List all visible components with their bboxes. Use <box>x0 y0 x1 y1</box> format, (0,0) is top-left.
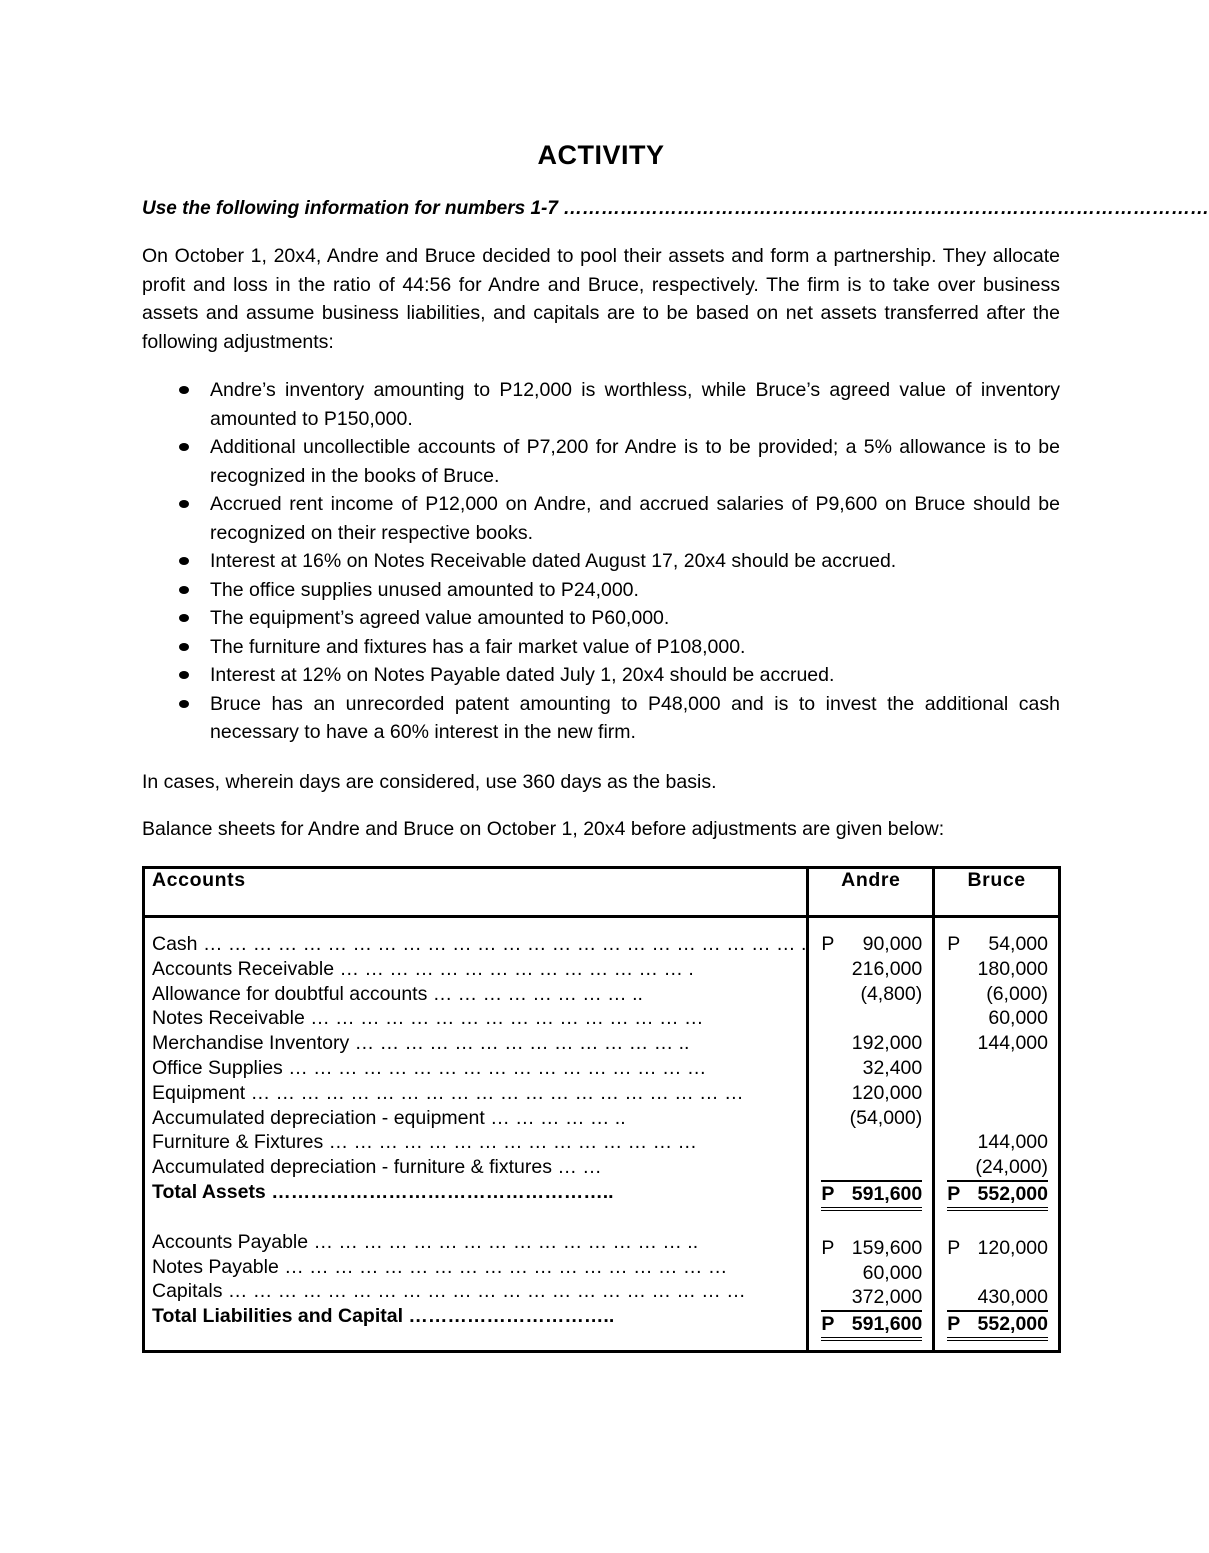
bullet-icon <box>179 557 189 565</box>
header-accounts: Accounts <box>144 868 808 917</box>
bullet-icon <box>179 443 189 451</box>
list-item: Interest at 12% on Notes Payable dated July 1, 20x4 should be accrued. <box>210 661 1060 690</box>
peso-sign: P <box>821 1313 835 1336</box>
amount: 430,000 <box>977 1286 1048 1309</box>
list-item: Accrued rent income of P12,000 on Andre, and accrued salaries of P9,600 on Bruce should be recognized on their respective books. <box>210 490 1060 547</box>
total-assets-bruce: 552,000 <box>977 1182 1048 1205</box>
account-label: Notes Payable … … … … … … … … … … … … … … … … … … <box>152 1255 728 1278</box>
list-item: Bruce has an unrecorded patent amounting to P48,000 and is to invest the additional cash necessary to have a 60% interest in the new firm. <box>210 690 1060 747</box>
amount: 120,000 <box>851 1081 923 1104</box>
total-liabilities-label: Total Liabilities and Capital ………………………….. <box>152 1305 615 1328</box>
header-andre: Andre <box>808 868 934 917</box>
intro-heading: Use the following information for numbers 1-7 ………………………………………………………………………………………… <box>142 198 1209 219</box>
account-label: Accumulated depreciation - equipment … … … … … .. <box>152 1106 626 1129</box>
bullet-icon <box>179 614 189 622</box>
page-title: ACTIVITY <box>537 140 665 170</box>
bullet-icon <box>179 386 189 394</box>
account-label: Accounts Payable … … … … … … … … … … … … … … … .. <box>152 1230 699 1253</box>
table-body-row <box>144 917 1060 1352</box>
amount: 372,000 <box>851 1286 923 1309</box>
amount: 144,000 <box>977 1131 1048 1154</box>
account-label: Merchandise Inventory … … … … … … … … … … … … … .. <box>152 1032 690 1055</box>
peso-sign: P <box>821 933 835 955</box>
amount: 192,000 <box>851 1032 923 1055</box>
peso-sign: P <box>947 1182 961 1205</box>
header-bruce: Bruce <box>934 868 1060 917</box>
amount: 60,000 <box>988 1007 1048 1030</box>
bruce-column <box>934 917 1060 1352</box>
peso-sign: P <box>821 1182 835 1205</box>
balance-sheet-table <box>142 866 1061 1353</box>
account-label: Equipment … … … … … … … … … … … … … … … … … … … … <box>152 1081 744 1104</box>
account-label: Office Supplies … … … … … … … … … … … … … … … … … <box>152 1056 707 1079</box>
amount: 216,000 <box>851 957 923 980</box>
amount: (54,000) <box>849 1106 923 1129</box>
list-item: Interest at 16% on Notes Receivable dated August 17, 20x4 should be accrued. <box>210 547 1060 576</box>
account-label: Furniture & Fixtures … … … … … … … … … … … … … … … <box>152 1131 697 1154</box>
document-page <box>142 140 1209 862</box>
peso-sign: P <box>947 933 961 955</box>
bullet-icon <box>179 500 189 508</box>
list-item: The equipment’s agreed value amounted to P60,000. <box>210 604 1060 633</box>
amount: 120,000 <box>977 1236 1048 1259</box>
account-label: Notes Receivable … … … … … … … … … … … … … … … … <box>152 1007 704 1030</box>
accounts-column <box>144 917 808 1352</box>
amount: 32,400 <box>862 1056 923 1079</box>
bullet-icon <box>179 586 189 594</box>
account-label: Accumulated depreciation - furniture & fixtures … … <box>152 1156 602 1179</box>
table-header-row <box>144 868 1060 917</box>
bullet-icon <box>179 643 189 651</box>
amount: 159,600 <box>851 1236 923 1259</box>
adjustments-list <box>142 376 1060 747</box>
list-item: Additional uncollectible accounts of P7,200 for Andre is to be provided; a 5% allowance is to be recognized in the books of Bruce. <box>210 433 1060 490</box>
bullet-icon <box>179 671 189 679</box>
amount: 180,000 <box>977 957 1048 980</box>
problem-paragraph: On October 1, 20x4, Andre and Bruce decided to pool their assets and form a partnership. They allocate profit and loss in the ratio of 44:56 for Andre and Bruce, respectively. The firm is to take over business assets and assume business liabilities, and capitals are to be based on net assets transferred after the following adjustments: <box>142 245 1060 353</box>
account-label: Allowance for doubtful accounts … … … … … … … … .. <box>152 982 643 1005</box>
balance-note: Balance sheets for Andre and Bruce on October 1, 20x4 before adjustments are given below: <box>142 817 945 840</box>
amount: 54,000 <box>988 933 1048 955</box>
account-label: Accounts Receivable … … … … … … … … … … … … … … . <box>152 957 694 980</box>
amount: (4,800) <box>860 982 923 1005</box>
amount: 60,000 <box>862 1261 923 1284</box>
amount: (24,000) <box>975 1156 1048 1179</box>
total-liabilities-andre: 591,600 <box>851 1313 923 1336</box>
total-assets-andre: 591,600 <box>851 1182 923 1205</box>
andre-column <box>808 917 934 1352</box>
peso-sign: P <box>947 1236 961 1259</box>
list-item: Andre’s inventory amounting to P12,000 is worthless, while Bruce’s agreed value of inventory amounted to P150,000. <box>210 376 1060 433</box>
total-liabilities-bruce: 552,000 <box>977 1313 1048 1336</box>
account-label: Cash … … … … … … … … … … … … … … … … … … … … … … … … . <box>152 933 807 955</box>
total-assets-label: Total Assets …………………………………………….. <box>152 1180 614 1203</box>
amount: 90,000 <box>862 933 923 955</box>
peso-sign: P <box>821 1236 835 1259</box>
amount: 144,000 <box>977 1032 1048 1055</box>
list-item: The furniture and fixtures has a fair market value of P108,000. <box>210 633 1060 662</box>
amount: (6,000) <box>986 982 1048 1005</box>
account-label: Capitals … … … … … … … … … … … … … … … … … … … … … <box>152 1280 746 1303</box>
days-note: In cases, wherein days are considered, use 360 days as the basis. <box>142 770 717 793</box>
peso-sign: P <box>947 1313 961 1336</box>
bullet-icon <box>179 700 189 708</box>
list-item: The office supplies unused amounted to P24,000. <box>210 576 1060 605</box>
